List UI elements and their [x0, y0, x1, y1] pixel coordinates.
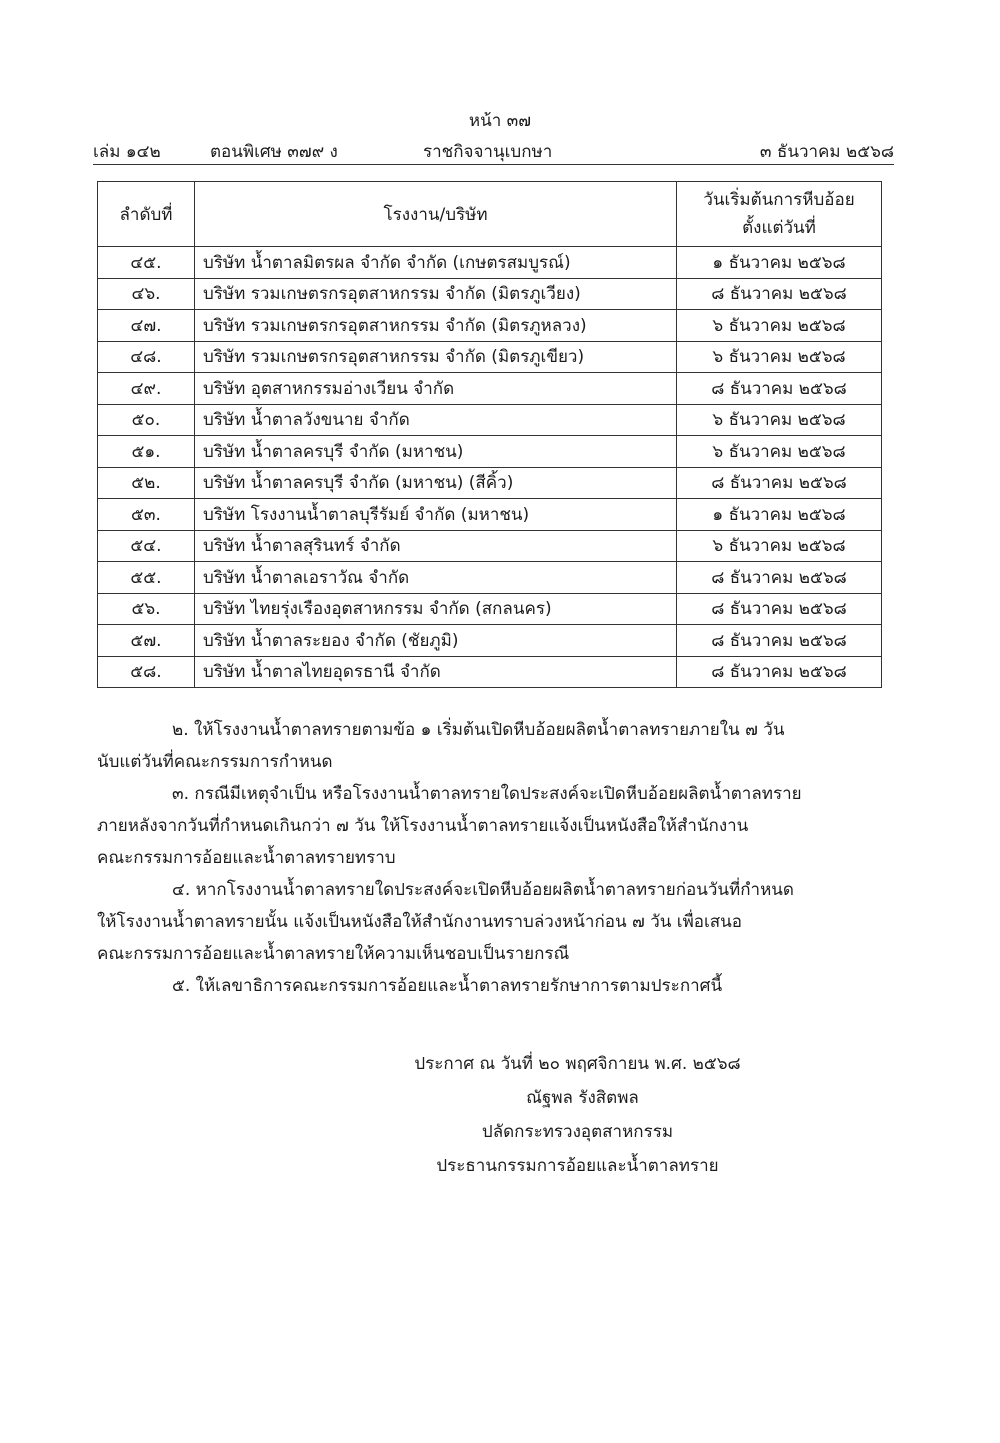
- table-row: [98, 436, 882, 468]
- table-row: [98, 625, 882, 657]
- row-factory-name: บริษัท น้ำตาลครบุรี จำกัด (มหาชน): [195, 436, 677, 468]
- signatory-position-2: ประธานกรรมการอ้อยและน้ำตาลทราย: [436, 1156, 719, 1176]
- row-factory-name: บริษัท รวมเกษตรกรอุตสาหกรรม จำกัด (มิตรภูเวียง): [195, 278, 677, 310]
- table-row: [98, 593, 882, 625]
- table-row: [98, 373, 882, 405]
- header-section: ตอนพิเศษ ๓๗๙ ง: [210, 142, 338, 162]
- row-order: ๕๐.: [98, 404, 195, 436]
- row-factory-name: บริษัท น้ำตาลสุรินทร์ จำกัด: [195, 530, 677, 562]
- header-rule: [93, 164, 894, 165]
- row-order: ๔๗.: [98, 310, 195, 342]
- announcement-date: ประกาศ ณ วันที่ ๒๐ พฤศจิกายน พ.ศ. ๒๕๖๘: [414, 1054, 741, 1074]
- column-header-order: ลำดับที่: [98, 182, 195, 247]
- table-row: [98, 310, 882, 342]
- row-start-date: ๖ ธันวาคม ๒๕๖๘: [677, 404, 882, 436]
- clause-paragraph: [97, 714, 887, 778]
- signatory-name: ณัฐพล รังสิตพล: [526, 1088, 639, 1108]
- clause-line: ๕. ให้เลขาธิการคณะกรรมการอ้อยและน้ำตาลทรายรักษาการตามประกาศนี้: [172, 976, 723, 996]
- clause-line: ๔. หากโรงงานน้ำตาลทรายใดประสงค์จะเปิดหีบอ้อยผลิตน้ำตาลทรายก่อนวันที่กำหนด: [172, 880, 794, 900]
- row-start-date: ๘ ธันวาคม ๒๕๖๘: [677, 562, 882, 594]
- page-number: หน้า ๓๗: [468, 111, 532, 131]
- row-order: ๕๘.: [98, 656, 195, 688]
- table-row: [98, 530, 882, 562]
- row-start-date: ๑ ธันวาคม ๒๕๖๘: [677, 499, 882, 531]
- header-publication: ราชกิจจานุเบกษา: [423, 142, 553, 162]
- row-start-date: ๖ ธันวาคม ๒๕๖๘: [677, 341, 882, 373]
- row-order: ๕๗.: [98, 625, 195, 657]
- row-order: ๕๒.: [98, 467, 195, 499]
- row-order: ๕๓.: [98, 499, 195, 531]
- row-factory-name: บริษัท น้ำตาลเอราวัณ จำกัด: [195, 562, 677, 594]
- clause-line: นับแต่วันที่คณะกรรมการกำหนด: [97, 752, 333, 772]
- row-start-date: ๘ ธันวาคม ๒๕๖๘: [677, 656, 882, 688]
- clauses: [97, 714, 887, 1002]
- factory-schedule-table: [97, 181, 882, 688]
- row-start-date: ๖ ธันวาคม ๒๕๖๘: [677, 530, 882, 562]
- header-volume: เล่ม ๑๔๒: [93, 142, 161, 162]
- table-row: [98, 499, 882, 531]
- table-header-row: [98, 182, 882, 247]
- clause-paragraph: [97, 970, 887, 1002]
- clause-line: ภายหลังจากวันที่กำหนดเกินกว่า ๗ วัน ให้โรงงานน้ำตาลทรายแจ้งเป็นหนังสือให้สำนักงาน: [97, 816, 749, 836]
- clause-line: ๓. กรณีมีเหตุจำเป็น หรือโรงงานน้ำตาลทรายใดประสงค์จะเปิดหีบอ้อยผลิตน้ำตาลทราย: [172, 784, 802, 804]
- row-start-date: ๘ ธันวาคม ๒๕๖๘: [677, 373, 882, 405]
- table-body: [98, 247, 882, 688]
- row-factory-name: บริษัท โรงงานน้ำตาลบุรีรัมย์ จำกัด (มหาชน): [195, 499, 677, 531]
- row-factory-name: บริษัท น้ำตาลระยอง จำกัด (ชัยภูมิ): [195, 625, 677, 657]
- column-header-factory: โรงงาน/บริษัท: [195, 182, 677, 247]
- row-order: ๕๔.: [98, 530, 195, 562]
- row-start-date: ๘ ธันวาคม ๒๕๖๘: [677, 467, 882, 499]
- row-start-date: ๘ ธันวาคม ๒๕๖๘: [677, 625, 882, 657]
- clause-line: คณะกรรมการอ้อยและน้ำตาลทรายให้ความเห็นชอบเป็นรายกรณี: [97, 944, 570, 964]
- table-row: [98, 656, 882, 688]
- table-row: [98, 404, 882, 436]
- clause-paragraph: [97, 874, 887, 970]
- row-start-date: ๖ ธันวาคม ๒๕๖๘: [677, 436, 882, 468]
- table-row: [98, 467, 882, 499]
- clause-paragraph: [97, 778, 887, 874]
- column-header-start-date: [677, 182, 882, 247]
- row-order: ๔๖.: [98, 278, 195, 310]
- signatory-position-1: ปลัดกระทรวงอุตสาหกรรม: [481, 1122, 674, 1142]
- clause-line: คณะกรรมการอ้อยและน้ำตาลทรายทราบ: [97, 848, 396, 868]
- row-start-date: ๑ ธันวาคม ๒๕๖๘: [677, 247, 882, 279]
- start-date-header-line-2: ตั้งแต่วันที่: [742, 218, 816, 238]
- row-order: ๔๕.: [98, 247, 195, 279]
- row-start-date: ๘ ธันวาคม ๒๕๖๘: [677, 278, 882, 310]
- row-order: ๕๑.: [98, 436, 195, 468]
- row-factory-name: บริษัท น้ำตาลมิตรผล จำกัด จำกัด (เกษตรสมบูรณ์): [195, 247, 677, 279]
- row-order: ๔๙.: [98, 373, 195, 405]
- row-start-date: ๘ ธันวาคม ๒๕๖๘: [677, 593, 882, 625]
- row-factory-name: บริษัท รวมเกษตรกรอุตสาหกรรม จำกัด (มิตรภูเขียว): [195, 341, 677, 373]
- header-date: ๓ ธันวาคม ๒๕๖๘: [759, 142, 894, 162]
- row-factory-name: บริษัท รวมเกษตรกรอุตสาหกรรม จำกัด (มิตรภูหลวง): [195, 310, 677, 342]
- row-order: ๔๘.: [98, 341, 195, 373]
- table-row: [98, 562, 882, 594]
- row-factory-name: บริษัท น้ำตาลไทยอุดรธานี จำกัด: [195, 656, 677, 688]
- table-row: [98, 278, 882, 310]
- clause-line: ๒. ให้โรงงานน้ำตาลทรายตามข้อ ๑ เริ่มต้นเปิดหีบอ้อยผลิตน้ำตาลทรายภายใน ๗ วัน: [172, 720, 785, 740]
- row-order: ๕๕.: [98, 562, 195, 594]
- row-factory-name: บริษัท น้ำตาลครบุรี จำกัด (มหาชน) (สีคิ้ว): [195, 467, 677, 499]
- start-date-header-line-1: วันเริ่มต้นการหีบอ้อย: [703, 190, 855, 210]
- row-factory-name: บริษัท อุตสาหกรรมอ่างเวียน จำกัด: [195, 373, 677, 405]
- table-row: [98, 247, 882, 279]
- row-order: ๕๖.: [98, 593, 195, 625]
- table-row: [98, 341, 882, 373]
- row-factory-name: บริษัท น้ำตาลวังขนาย จำกัด: [195, 404, 677, 436]
- row-start-date: ๖ ธันวาคม ๒๕๖๘: [677, 310, 882, 342]
- row-factory-name: บริษัท ไทยรุ่งเรืองอุตสาหกรรม จำกัด (สกลนคร): [195, 593, 677, 625]
- clause-line: ให้โรงงานน้ำตาลทรายนั้น แจ้งเป็นหนังสือให้สำนักงานทราบล่วงหน้าก่อน ๗ วัน เพื่อเสนอ: [97, 912, 743, 932]
